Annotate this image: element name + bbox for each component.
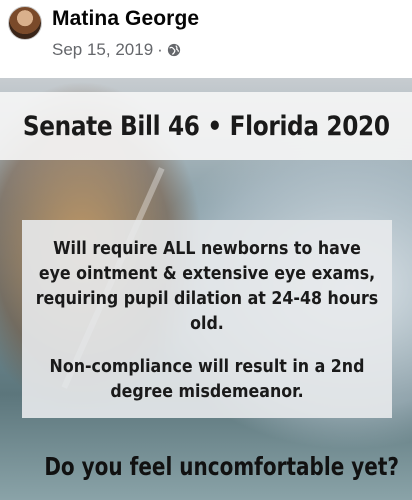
image-paragraph-2: Non-compliance will result in a 2nd degree misdemeanor. [49,356,365,402]
author-name[interactable]: Matina George [52,7,200,30]
image-title-band [0,92,412,160]
author-avatar[interactable] [8,6,42,40]
image-text-box [22,220,392,418]
image-bottom-text-label: Do you feel uncomfortable yet? [44,452,400,481]
image-paragraph-1: Will require ALL newborns to have eye ointment & extensive eye exams, requiring pupil dilation at 24-48 hours old. [35,238,379,334]
globe-icon[interactable] [167,43,181,57]
post-image[interactable] [0,78,412,500]
meta-separator: · [157,40,163,59]
image-bottom-text [0,452,412,481]
post-date[interactable]: Sep 15, 2019 [52,40,154,59]
post-meta [52,40,181,60]
post-header [0,0,412,78]
image-title: Senate Bill 46 • Florida 2020 [22,110,390,142]
